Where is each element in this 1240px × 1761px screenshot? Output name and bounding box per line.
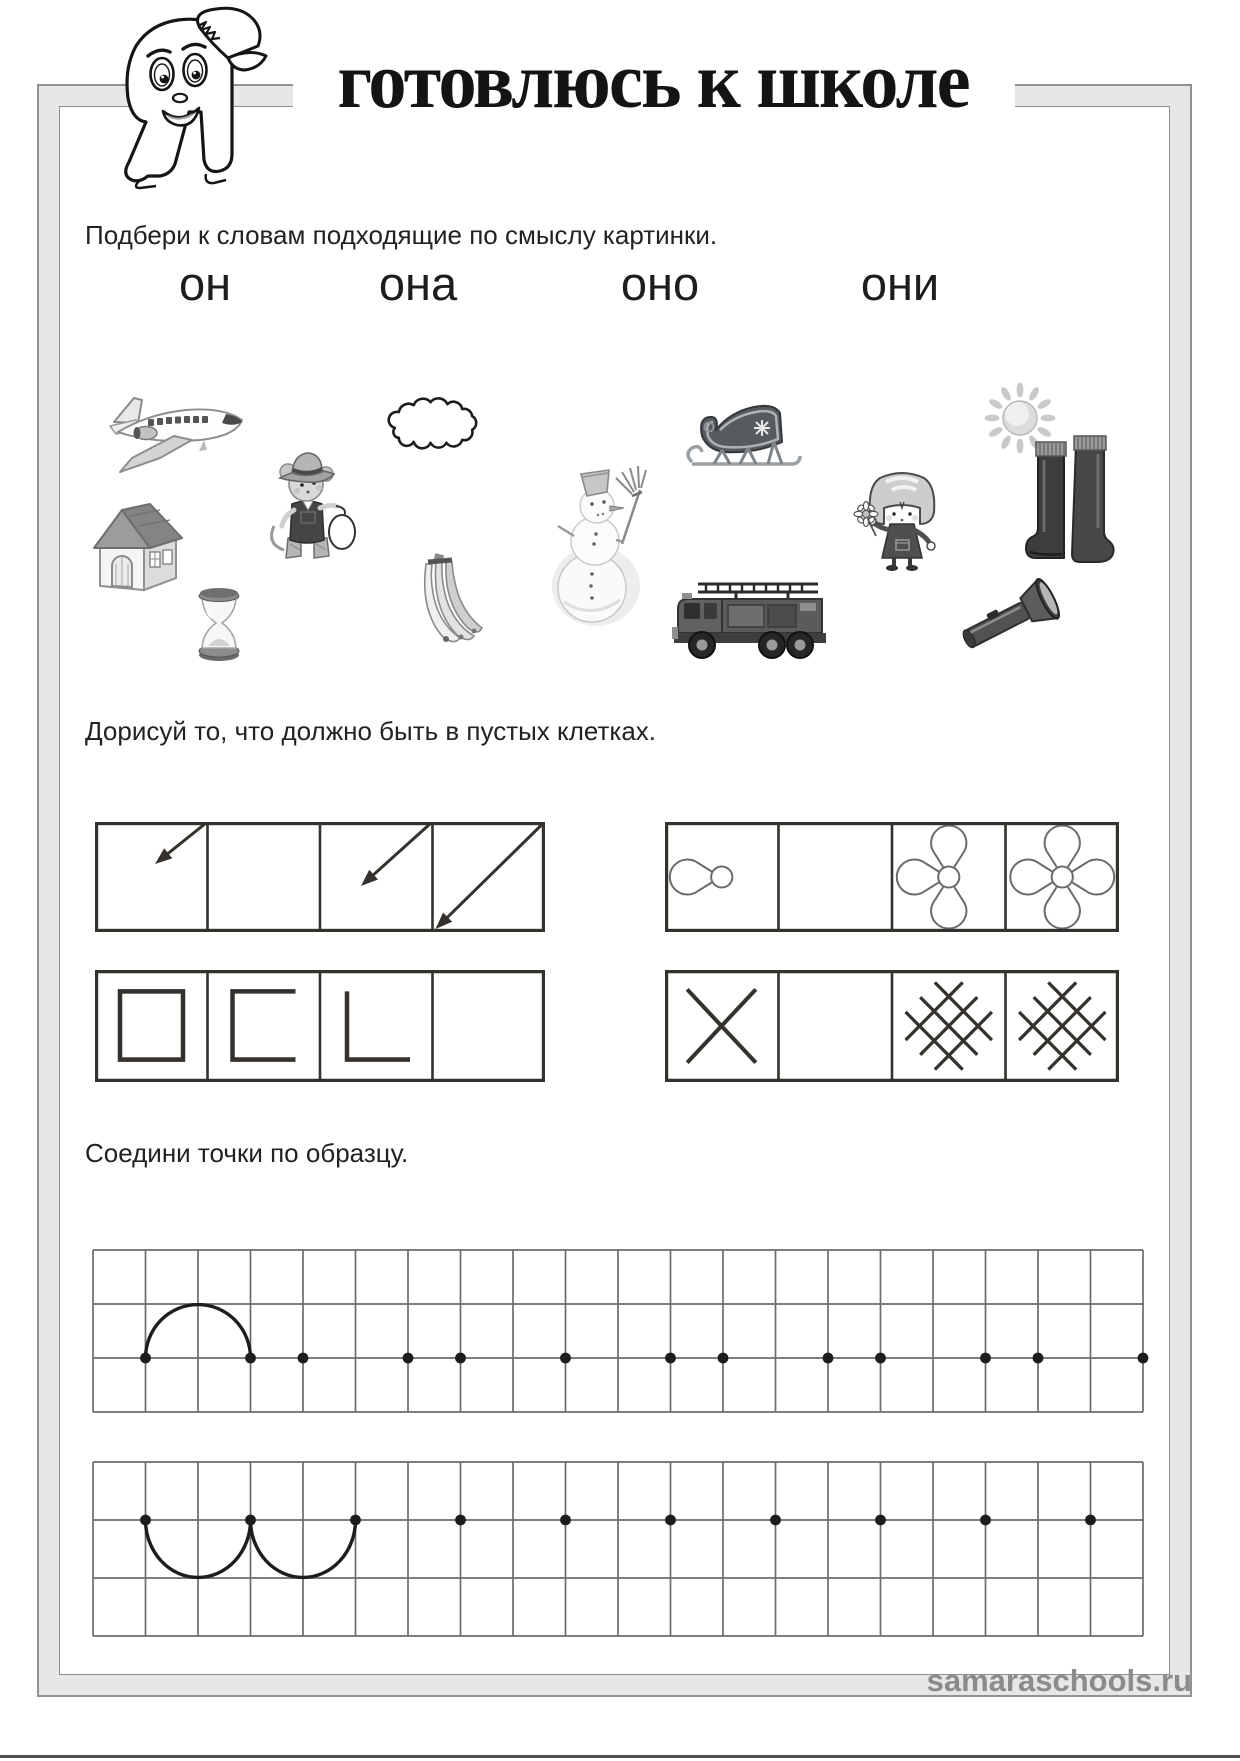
pattern-cell-flower-1	[670, 860, 733, 895]
pattern-cell-arrow-short	[155, 823, 206, 864]
bananas-icon	[406, 552, 488, 648]
pattern-grid-arrows	[95, 822, 545, 932]
pattern-cell-x-cross	[687, 989, 756, 1062]
pattern-cell-crosshatch	[1019, 982, 1105, 1069]
page-title: готовлюсь к школе	[337, 38, 969, 125]
letter-ya-mascot-icon	[88, 4, 318, 192]
girl-with-flower-icon	[856, 466, 948, 572]
pattern-grid-squares	[95, 970, 545, 1082]
hourglass-icon	[196, 588, 242, 662]
airplane-icon	[108, 392, 250, 478]
instruction-complete-cells: Дорисуй то, что должно быть в пустых клетках.	[85, 716, 656, 746]
word-oni: они	[860, 257, 940, 310]
pattern-cell-crosshatch	[906, 982, 992, 1069]
word-on: он	[178, 257, 232, 310]
sled-icon	[682, 396, 802, 484]
pattern-cell-arrow-medium	[361, 823, 431, 886]
pattern-grid-flowers	[665, 822, 1119, 932]
rubber-boots-icon	[1024, 424, 1114, 576]
pattern-cell-arrow-long	[436, 823, 544, 929]
pattern-cell-square	[120, 991, 183, 1059]
page-bottom-edge	[0, 1755, 1240, 1758]
word-ona: она	[378, 257, 458, 310]
cloud-icon	[387, 394, 482, 450]
site-watermark: samaraschools.ru	[926, 1663, 1192, 1698]
pattern-cell-l-shape	[347, 991, 410, 1059]
instruction-connect-dots: Соедини точки по образцу.	[85, 1138, 409, 1168]
pattern-cell-square-open-right	[233, 991, 296, 1059]
dot-grid-arcs-down	[93, 1462, 1143, 1636]
word-ono: оно	[620, 257, 700, 310]
flashlight-icon	[946, 574, 1078, 660]
pattern-grid-crosshatch	[665, 970, 1119, 1082]
instruction-match-words: Подбери к словам подходящие по смыслу картинки.	[85, 220, 718, 250]
house-icon	[90, 490, 186, 592]
pattern-cell-flower-4	[1010, 826, 1114, 929]
mouse-cowboy-icon	[256, 446, 358, 568]
pattern-cell-flower-3	[897, 826, 967, 929]
snowman-icon	[550, 464, 646, 630]
fire-truck-icon	[672, 575, 830, 663]
dot-grid-arcs-up	[93, 1250, 1143, 1412]
